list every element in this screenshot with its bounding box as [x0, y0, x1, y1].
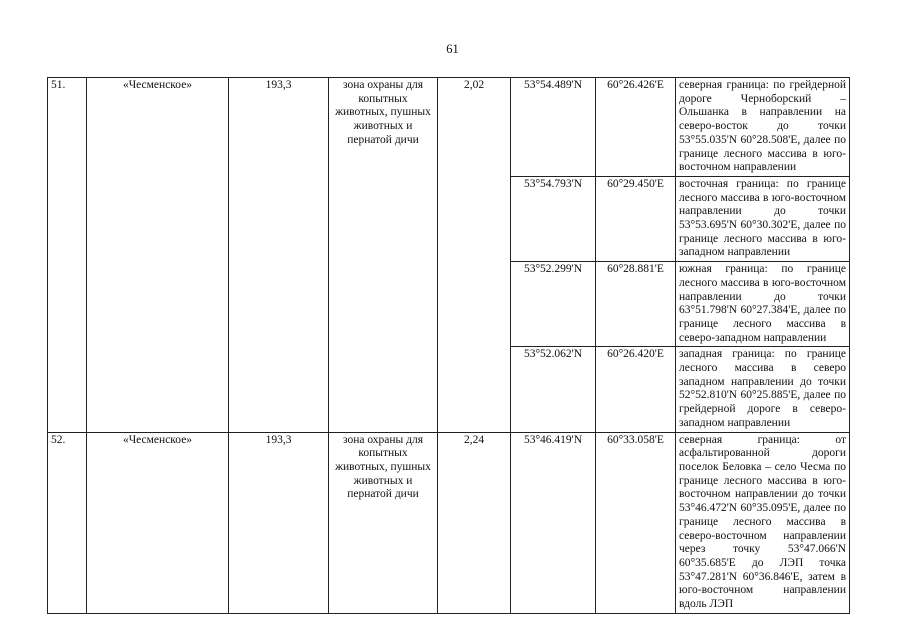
- border-latitude: 53°46.419'N: [511, 432, 596, 613]
- hunting-zones-table: [47, 77, 850, 614]
- border-description: западная граница: по границе лесного массива в северо западном направлении до точки 52°52.810'N 60°25.885'E, далее по грейдерной дороге в северо-западном направлении: [676, 347, 850, 432]
- zone-purpose: зона охраны для копытных животных, пушных животных и пернатой дичи: [329, 78, 438, 433]
- border-longitude: 60°26.426'E: [596, 78, 676, 177]
- border-longitude: 60°26.420'E: [596, 347, 676, 432]
- table-row: [48, 78, 850, 177]
- page-number: 61: [446, 42, 459, 56]
- zone-value: 2,02: [438, 78, 511, 433]
- border-latitude: 53°52.062'N: [511, 347, 596, 432]
- territory-name: «Чесменское»: [87, 432, 229, 613]
- border-longitude: 60°28.881'E: [596, 262, 676, 347]
- zone-value: 2,24: [438, 432, 511, 613]
- row-number: 51.: [48, 78, 87, 433]
- border-description: восточная граница: по границе лесного массива в юго-восточном направлении до точки 53°53.695'N 60°30.302'E, далее по границе лесного массива в юго-западном направлении: [676, 176, 850, 261]
- territory-area: 193,3: [229, 432, 329, 613]
- border-latitude: 53°54.489'N: [511, 78, 596, 177]
- border-latitude: 53°54.793'N: [511, 176, 596, 261]
- border-longitude: 60°33.058'E: [596, 432, 676, 613]
- row-number: 52.: [48, 432, 87, 613]
- territory-area: 193,3: [229, 78, 329, 433]
- border-description: северная граница: по грейдерной дороге Черноборский – Ольшанка в направлении на северо-восток до точки 53°55.035'N 60°28.508'E, далее по границе лесного массива в юго-восточном направлении: [676, 78, 850, 177]
- border-latitude: 53°52.299'N: [511, 262, 596, 347]
- border-longitude: 60°29.450'E: [596, 176, 676, 261]
- territory-name: «Чесменское»: [87, 78, 229, 433]
- table-row: [48, 432, 850, 613]
- border-description: северная граница: от асфальтированной дороги поселок Беловка – село Чесма по границе лесного массива в юго-восточном направлении до точки 53°46.472'N 60°35.095'E, далее по границе лесного массива в северо-восточном направлении через точку 53°47.066'N 60°35.685'E до ЛЭП точка 53°47.281'N 60°36.846'E, затем в юго-восточном направлении вдоль ЛЭП: [676, 432, 850, 613]
- border-description: южная граница: по границе лесного массива в юго-восточном направлении до точки 63°51.798'N 60°27.384'E, далее по границе лесного массива в северо-западном направлении: [676, 262, 850, 347]
- zone-purpose: зона охраны для копытных животных, пушных животных и пернатой дичи: [329, 432, 438, 613]
